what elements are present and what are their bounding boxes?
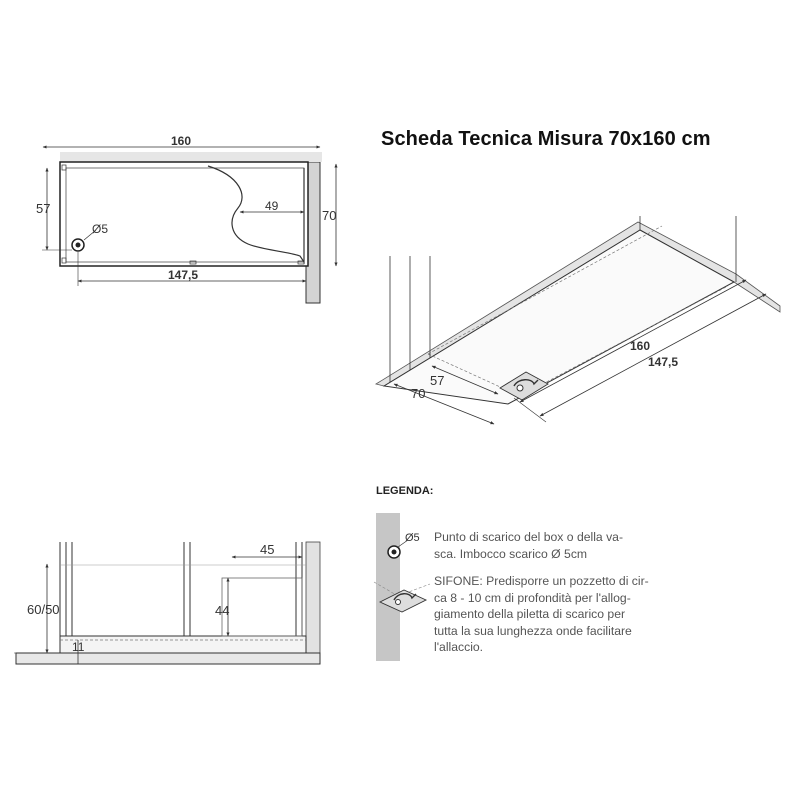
dim-height-side: 60/50 <box>27 602 60 617</box>
dim-70-persp: 70 <box>411 386 426 401</box>
legend-item-drain <box>434 529 649 562</box>
dim-44-side: 44 <box>215 603 230 618</box>
dim-160-persp: 160 <box>630 339 651 353</box>
perspective-view <box>376 216 780 424</box>
page-title: Scheda Tecnica Misura 70x160 cm <box>381 128 711 150</box>
legend-item-siphon-line: l'allaccio. <box>434 640 484 654</box>
legend-item-drain-line: sca. Imbocco scarico Ø 5cm <box>434 546 588 561</box>
top-view <box>36 134 336 303</box>
legend-item-siphon <box>434 573 649 656</box>
legend-heading: LEGENDA: <box>376 485 434 497</box>
dim-147-persp: 147,5 <box>648 355 679 369</box>
legend-item-siphon-line: SIFONE: Predisporre un pozzetto di cir- <box>434 574 649 588</box>
dim-70-top: 70 <box>322 208 337 223</box>
dim-57-persp: 57 <box>430 373 445 388</box>
dim-49-top: 49 <box>265 199 279 213</box>
dim-147-top: 147,5 <box>168 268 199 282</box>
legend-item-siphon-line: ca 8 - 10 cm di profondità per l'allog- <box>434 590 631 605</box>
legend-item-siphon-line: tutta la sua lunghezza onde facilitare <box>434 623 632 638</box>
wall-top <box>60 152 322 162</box>
drain-label-top: Ø5 <box>92 222 109 236</box>
legend-graphic <box>374 513 430 661</box>
dim-45-side: 45 <box>260 542 275 557</box>
legend-drain-label: Ø5 <box>405 532 420 544</box>
dim-57-top: 57 <box>36 201 51 216</box>
dim-11-side: 11 <box>72 640 85 654</box>
legend-item-siphon-line: giamento della piletta di scarico per <box>434 607 626 621</box>
dim-160-top: 160 <box>171 134 192 148</box>
legend-item-drain-line: Punto di scarico del box o della va- <box>434 530 624 544</box>
side-view <box>14 542 320 664</box>
